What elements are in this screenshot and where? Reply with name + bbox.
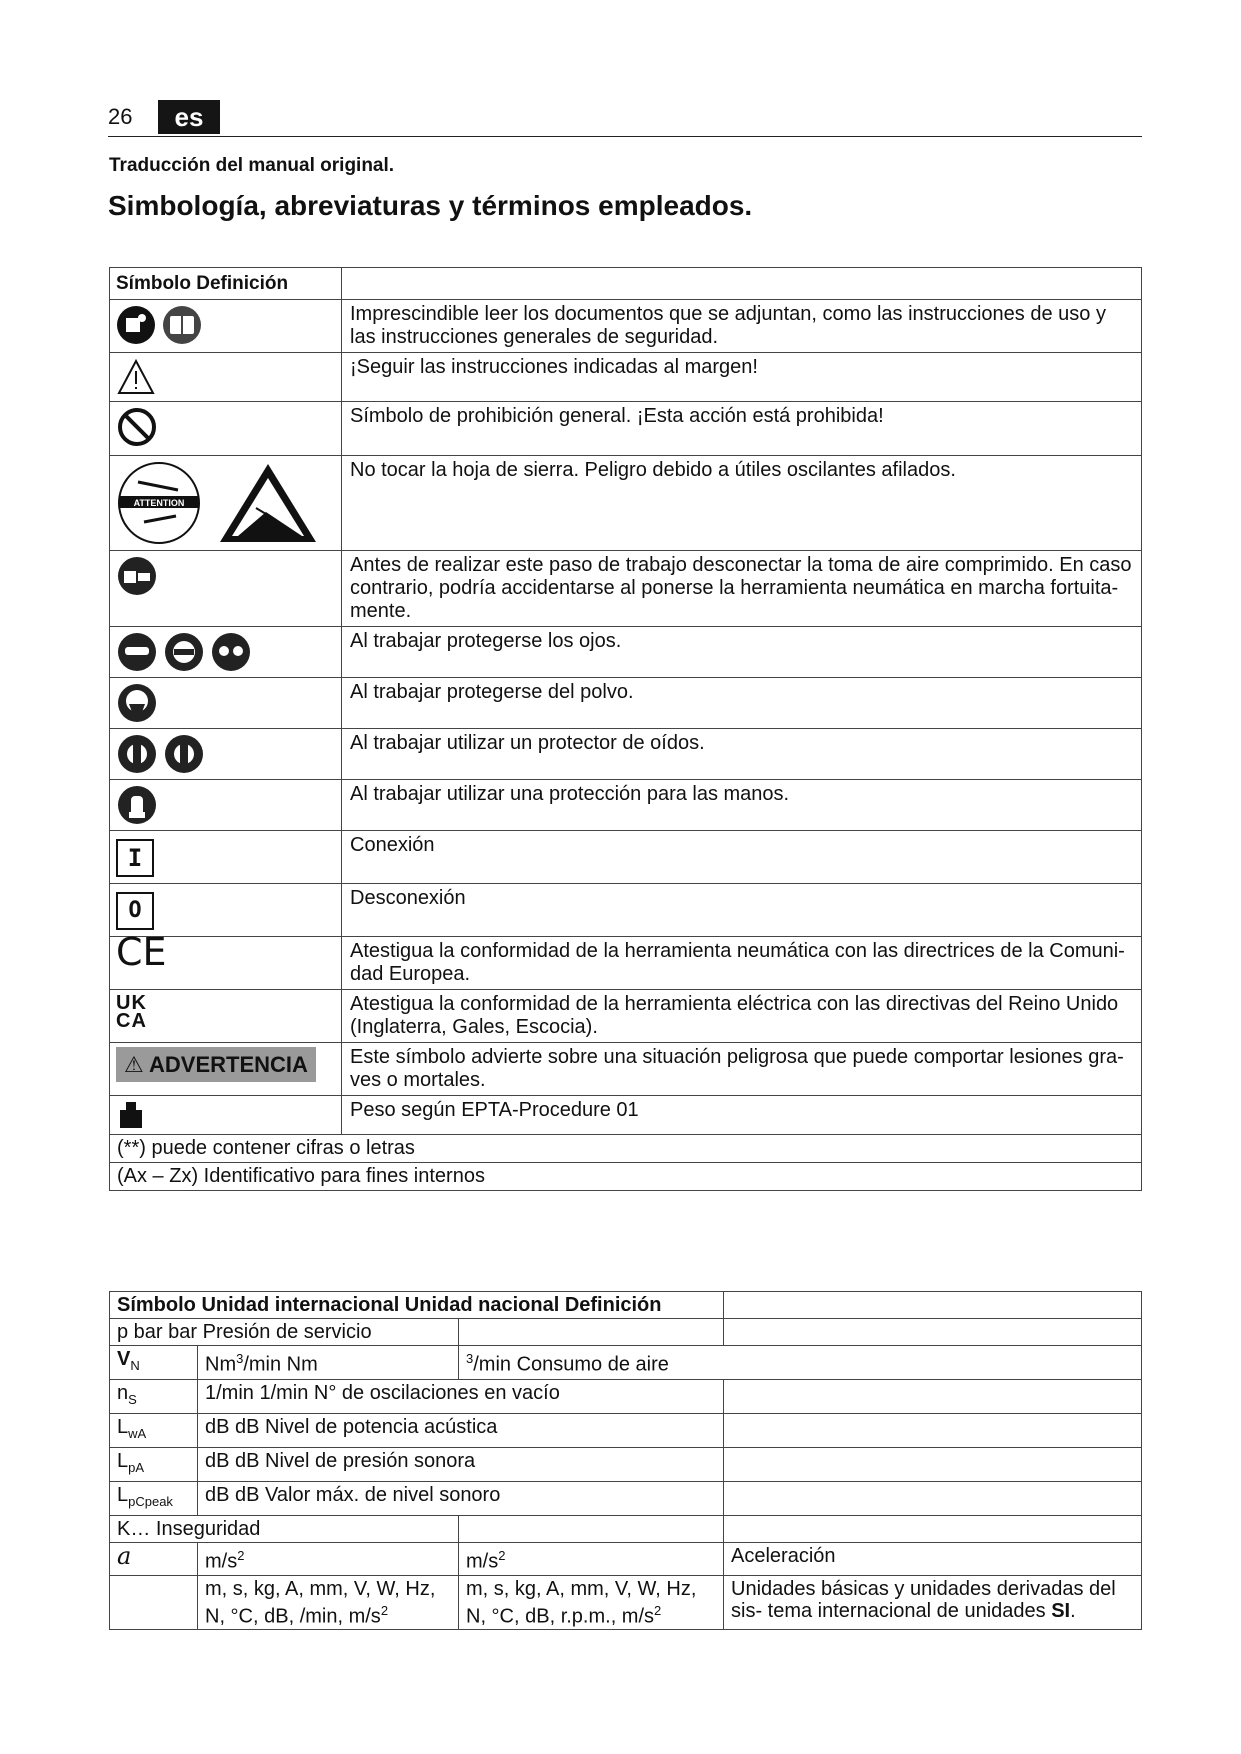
definition: Este símbolo advierte sobre una situación peligrosa que puede comportar lesiones gra- ves o mortales. [342,1043,1142,1096]
table-row: $L_{wA}$ dB dB Nivel de potencia acústica [110,1414,1142,1448]
table-row [110,1043,1142,1096]
definition: Imprescindible leer los documentos que se adjuntan, como las instrucciones de uso y las instrucciones generales de seguridad. [342,300,1142,353]
row-text: 1/min 1/min N° de oscilaciones en vacío [198,1380,724,1414]
definition: Unidades básicas y unidades derivadas del sis- tema internacional de unidades SI. [724,1575,1142,1630]
units-table [109,1291,1142,1630]
row-text: dB dB Valor máx. de nivel sonoro [198,1482,724,1516]
table-row [110,884,1142,937]
table-row: $L_{pA}$ dB dB Nivel de presión sonora [110,1448,1142,1482]
hand-protection-icon [116,784,158,826]
definition: Conexión [342,831,1142,884]
table-row [110,402,1142,456]
table-row: $V_N$ Nm$^3$/min Nm $^3$/min Consumo de aire [110,1346,1142,1380]
table-header: Símbolo Definición [110,268,342,300]
table-row [110,990,1142,1043]
dust-mask-icon [116,682,158,724]
table-row [110,1516,1142,1543]
table-note-row [110,1163,1142,1191]
symbols-table [109,267,1142,1191]
definition: No tocar la hoja de sierra. Peligro debido a útiles oscilantes afilados. [342,456,1142,551]
table-header: Símbolo Unidad internacional Unidad nacional Definición [110,1292,724,1319]
table-row: a $m/s^2$ $m/s^2$ Aceleración [110,1543,1142,1576]
definition: Al trabajar utilizar una protección para las manos. [342,780,1142,831]
table-row: $n_S$ 1/min 1/min N° de oscilaciones en vacío [110,1380,1142,1414]
row-text: dB dB Nivel de presión sonora [198,1448,724,1482]
table-row: m, s, kg, A, mm, V, W, Hz, N, °C, dB, /min, $m/s^2$ m, s, kg, A, mm, V, W, Hz, N, °C, dB, r.p.m., $m/s^2$ Unidades básicas y unidades derivadas del sis- tema internacional de unidades SI. [110,1575,1142,1630]
note: (**) puede contener cifras o letras [110,1135,1142,1163]
doc-subtitle: Traducción del manual original. [109,155,395,176]
warning-badge: ⚠ ADVERTENCIA [116,1047,316,1082]
definition: Atestigua la conformidad de la herramienta eléctrica con las directivas del Reino Unido (Inglaterra, Gales, Escocia). [342,990,1142,1043]
sharp-blade-attention-icon [116,460,324,546]
page-title: Simbología, abreviaturas y términos empleados. [108,190,753,221]
eye-protection-icon [116,631,252,673]
table-header-row [110,268,1142,300]
definition: Aceleración [724,1543,1142,1576]
definition: Al trabajar protegerse los ojos. [342,627,1142,678]
definition: Atestigua la conformidad de la herramienta neumática con las directrices de la Comuni- dad Europea. [342,937,1142,990]
table-row [110,678,1142,729]
table-note-row [110,1135,1142,1163]
ukca-mark: UK CA [110,990,342,1043]
definition: Símbolo de prohibición general. ¡Esta acción está prohibida! [342,402,1142,456]
disconnect-air-icon [116,555,158,597]
table-row [110,353,1142,402]
table-row [110,300,1142,353]
prohibition-icon [116,406,158,448]
weight-icon [116,1100,146,1130]
table-row [110,831,1142,884]
table-row [110,551,1142,627]
table-row [110,780,1142,831]
definition: Peso según EPTA-Procedure 01 [342,1096,1142,1135]
table-header-row [110,1292,1142,1319]
table-row [110,627,1142,678]
page-number: 26 [108,104,133,129]
power-on-icon: I [116,839,154,877]
table-row [110,729,1142,780]
power-off-icon: O [116,892,154,930]
row-text: p bar bar Presión de servicio [110,1319,459,1346]
definition: Al trabajar utilizar un protector de oídos. [342,729,1142,780]
definition: Desconexión [342,884,1142,937]
table-row [110,456,1142,551]
definition: Al trabajar protegerse del polvo. [342,678,1142,729]
definition: ¡Seguir las instrucciones indicadas al margen! [342,353,1142,402]
definition: Antes de realizar este paso de trabajo desconectar la toma de aire comprimido. En caso contrario, podría accidentarse al ponerse la herramienta neumática en marcha fortuita- mente. [342,551,1142,627]
note: (Ax – Zx) Identificativo para fines internos [110,1163,1142,1191]
page-header [108,100,1142,137]
ce-mark: CE [116,930,167,974]
table-row [110,1096,1142,1135]
warning-triangle-icon: ⚠ [124,1052,144,1077]
ear-protection-icon [116,733,206,775]
row-text: dB dB Nivel de potencia acústica [198,1414,724,1448]
table-row [110,937,1142,990]
warning-triangle-icon [116,357,156,397]
read-manual-icon [116,304,204,346]
language-badge: es [158,100,220,134]
table-row: $L_{pCpeak}$ dB dB Valor máx. de nivel sonoro [110,1482,1142,1516]
table-row [110,1319,1142,1346]
attention-label: ATTENTION [133,498,185,508]
row-text: K… Inseguridad [110,1516,459,1543]
